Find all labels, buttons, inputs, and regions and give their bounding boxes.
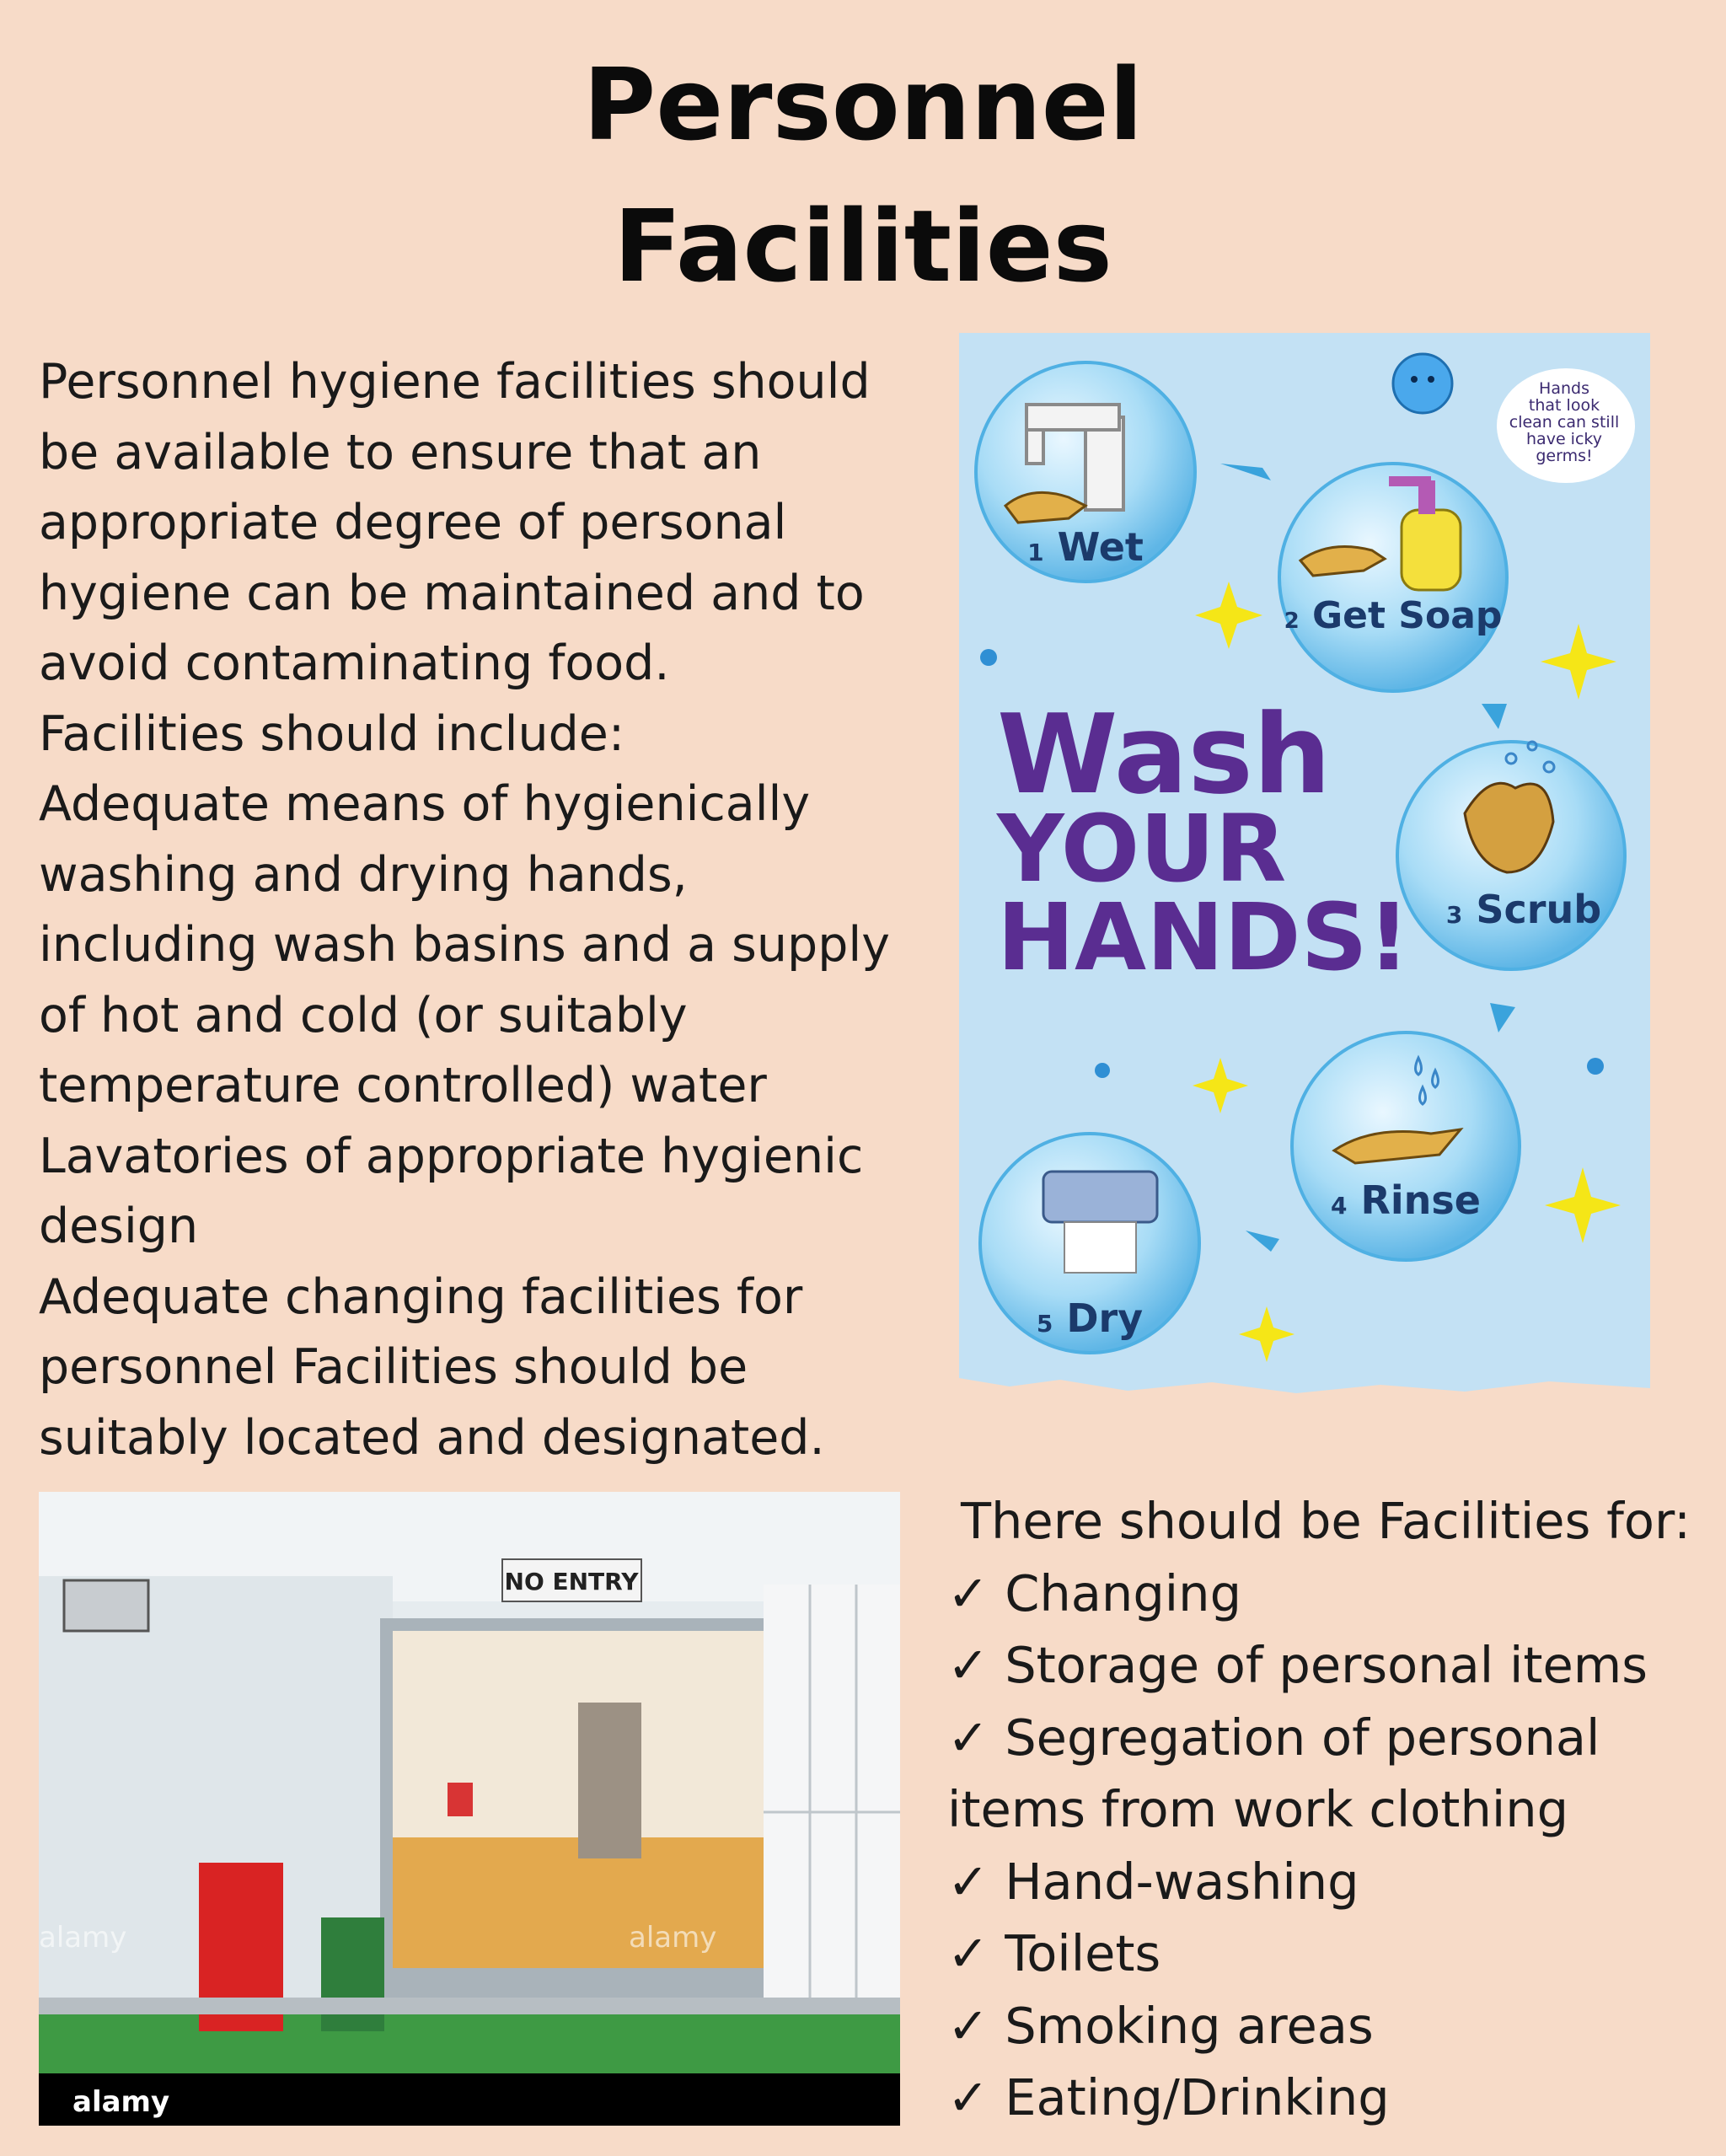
kick-plate [39,1998,900,2014]
step-wet [976,362,1195,582]
paper-towel-icon [1064,1222,1136,1273]
step-scrub [1397,742,1625,969]
towel-dispenser-icon [1043,1172,1157,1222]
intro-line: Adequate means of hygienically [39,776,811,832]
insect-killer [64,1580,148,1631]
intro-line: personnel Facilities should be [39,1339,748,1395]
facility-item: ✓ Hand-washing [947,1852,1359,1911]
step-get-soap [1279,464,1507,691]
step-label-scrub: 3 Scrub [1445,887,1602,932]
facility-item: ✓ Toilets [947,1924,1161,1982]
intro-line: Adequate changing facilities for [39,1268,803,1325]
intro-line: suitably located and designated. [39,1409,825,1466]
poster-heading-line-2: YOUR [997,795,1287,903]
intro-line: including wash basins and a supply [39,917,890,973]
intro-line: Lavatories of appropriate hygienic [39,1128,864,1184]
no-entry-sign: NO ENTRY [504,1568,639,1596]
watermark-left: alamy [39,1921,127,1955]
facility-item: ✓ Eating/Drinking [947,2068,1390,2127]
intro-paragraph [39,347,932,1473]
intro-line: appropriate degree of personal [39,495,787,550]
intro-line: design [39,1199,199,1254]
red-box [448,1783,473,1816]
intro-line: Facilities should include: [39,705,625,762]
step-bubble [1279,464,1507,691]
intro-line: of hot and cold (or suitably [39,987,688,1043]
poster-heading-line-3: HANDS! [997,883,1410,991]
watermark-bottom: alamy [72,2085,170,2119]
step-dry [980,1134,1199,1353]
facilities-heading: There should be Facilities for: [961,1492,1691,1550]
intro-line: avoid contaminating food. [39,636,670,691]
step-label-rinse: 4 Rinse [1330,1177,1482,1223]
green-floor [39,2006,900,2073]
poster-heading-line-1: Wash [997,690,1332,818]
facility-item: items from work clothing [947,1780,1569,1838]
wash-hands-poster [959,333,1650,1408]
changing-room-photo [39,1492,900,2126]
title-line-2: Facilities [614,188,1112,304]
page-title [0,34,1726,317]
speech-bubble-line: that look [1528,396,1600,415]
speech-bubble-line: have icky [1526,430,1602,448]
intro-line: hygiene can be maintained and to [39,565,865,621]
speech-bubble [1497,368,1635,483]
germ-mascot-icon [1393,354,1452,413]
speech-bubble-line: germs! [1536,447,1593,465]
speech-bubble-line: Hands [1539,379,1589,398]
facility-item: ✓ Segregation of personal [947,1708,1600,1767]
step-label-get-soap: 2 Get Soap [1284,594,1503,637]
title-line-1: Personnel [582,46,1144,163]
intro-line: be available to ensure that an [39,424,762,480]
step-label-dry: 5 Dry [1036,1295,1144,1341]
step-rinse [1292,1032,1520,1260]
facility-item: ✓ Smoking areas [947,1996,1374,2055]
facilities-list [947,1485,1706,2134]
intro-line: Personnel hygiene facilities should [39,354,871,410]
watermark-mid: alamy [629,1921,717,1955]
step-label-wet: 1 Wet [1027,524,1144,570]
facility-item: ✓ Storage of personal items [947,1636,1648,1694]
intro-line: temperature controlled) water [39,1058,767,1113]
speech-bubble-line: clean can still [1509,413,1620,432]
intro-line: washing and drying hands, [39,846,688,903]
cabinet [578,1703,641,1858]
facility-item: ✓ Changing [947,1563,1242,1622]
